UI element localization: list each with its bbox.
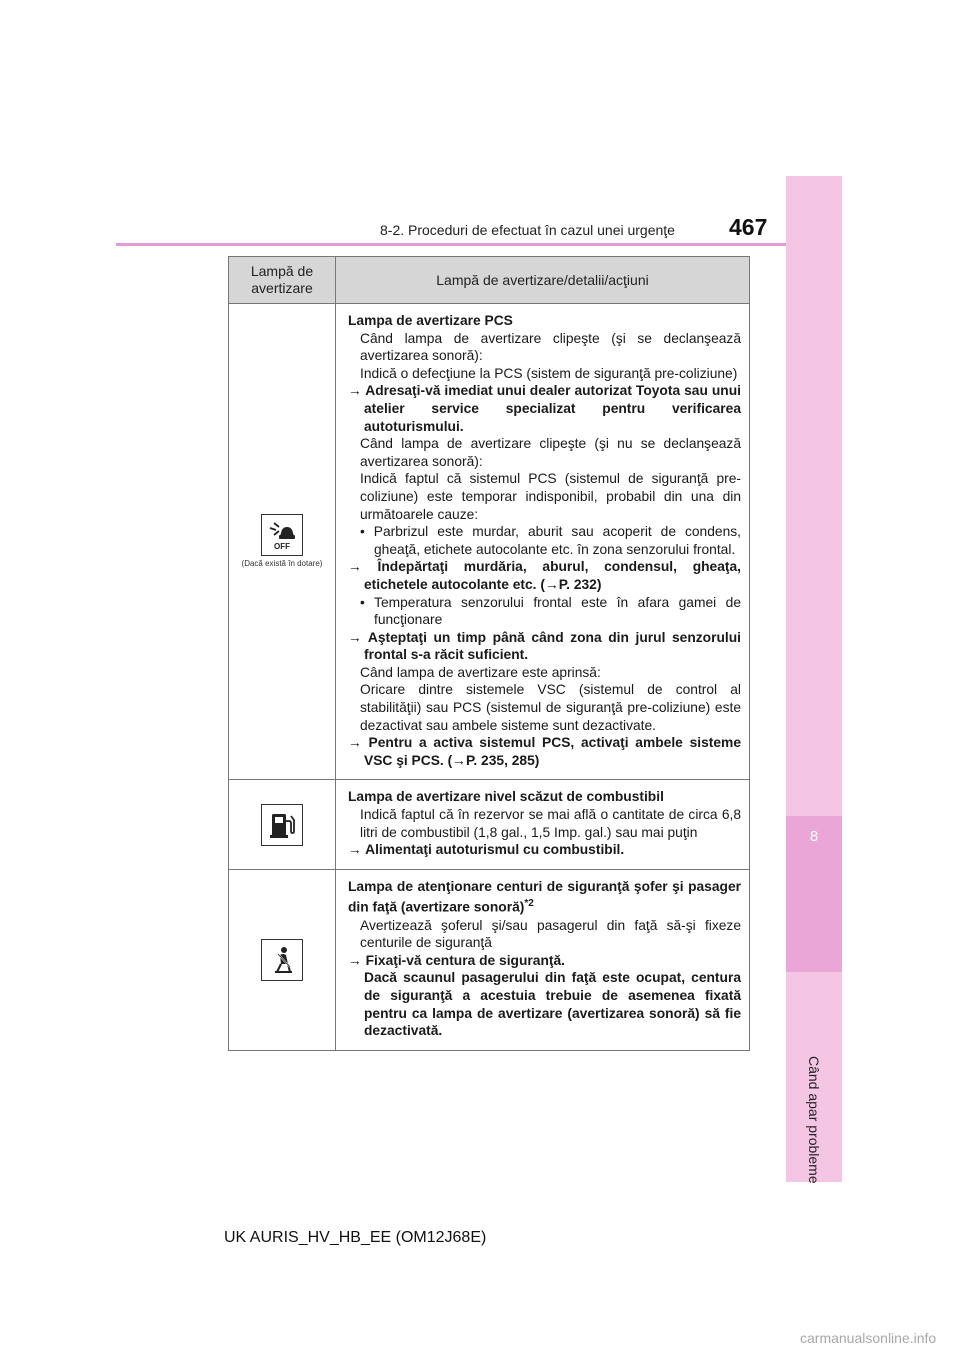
table-header-row bbox=[229, 257, 750, 304]
desc-line: Indică faptul că sistemul PCS (sistemul de siguranţă pre-coliziune) este temporar indisponibil, probabil din una din următoarele cauze: bbox=[360, 471, 741, 522]
chapter-side-tab bbox=[786, 176, 842, 1182]
column-header-details: Lampă de avertizare/detalii/acţiuni bbox=[336, 257, 750, 304]
action-line: Dacă scaunul pasagerului din faţă este ocupat, centura de siguranţă a acestuia trebuie de asemenea fixată pentru ca lampa de avertizare (avertizarea sonoră) să fie dezactivată. bbox=[364, 970, 741, 1039]
chapter-number: 8 bbox=[786, 816, 842, 972]
watermark: carmanualsonline.info bbox=[800, 1330, 937, 1346]
action-line: → Aşteptaţi un timp până când zona din jurul senzorului frontal s-a răcit suficient. bbox=[348, 629, 741, 663]
warning-lamp-table bbox=[228, 256, 750, 1051]
chapter-title: Când apar probleme bbox=[806, 1056, 822, 1184]
header-divider bbox=[116, 243, 786, 246]
lamp-title: Lampa de avertizare nivel scăzut de combustibil bbox=[348, 789, 664, 805]
pcs-off-label: OFF bbox=[274, 542, 290, 552]
action-line: → Îndepărtaţi murdăria, aburul, condensul, gheaţa, etichetele autocolante etc. (→P. 232) bbox=[348, 559, 741, 592]
lamp-title-text: Lampa de atenţionare centuri de siguranţă şofer şi pasager din faţă (avertizare sonoră) bbox=[348, 878, 741, 915]
lamp-cell bbox=[229, 780, 336, 869]
bullet-line: • Temperatura senzorului frontal este în afara gamei de funcţionare bbox=[360, 594, 741, 628]
lamp-cell bbox=[229, 304, 336, 780]
bullet-line: • Parbrizul este murdar, aburit sau acoperit de condens, gheaţă, etichete autocolante etc. în zona senzorului frontal. bbox=[360, 524, 741, 557]
desc-line: Când lampa de avertizare clipeşte (şi nu se declanşează avertizarea sonoră): bbox=[360, 436, 741, 469]
lamp-description bbox=[336, 780, 750, 869]
desc-line: Când lampa de avertizare este aprinsă: bbox=[360, 664, 601, 680]
desc-line: Oricare dintre sistemele VSC (sistemul de control al stabilităţii) sau PCS (sistemul de siguranţă pre-coliziune) este dezactivat sau ambele sisteme sunt dezactivate. bbox=[360, 682, 741, 733]
lamp-description bbox=[336, 869, 750, 1050]
pcs-off-icon bbox=[261, 514, 303, 556]
seatbelt-icon bbox=[261, 939, 303, 981]
equipment-note: (Dacă există în dotare) bbox=[241, 559, 323, 569]
lamp-title: Lampa de avertizare PCS bbox=[348, 313, 513, 328]
lamp-description bbox=[336, 304, 750, 780]
section-title: 8-2. Proceduri de efectuat în cazul unei urgenţe bbox=[380, 222, 675, 238]
desc-line: Când lampa de avertizare clipeşte (şi se declanşează avertizarea sonoră): bbox=[360, 330, 741, 364]
action-line: → Adresaţi-vă imediat unui dealer autorizat Toyota sau unui atelier service specializat pentru verificarea autoturismului. bbox=[348, 383, 741, 434]
action-line: → Pentru a activa sistemul PCS, activaţi ambele sisteme VSC şi PCS. (→P. 235, 285) bbox=[348, 735, 741, 768]
desc-line: Avertizează şoferul şi/sau pasagerul din faţă să-şi fixeze centurile de siguranţă bbox=[360, 917, 741, 951]
desc-line: Indică o defecţiune la PCS (sistem de siguranţă pre-coliziune) bbox=[360, 365, 738, 381]
table-row bbox=[229, 304, 750, 780]
lamp-cell bbox=[229, 869, 336, 1050]
table-row bbox=[229, 780, 750, 869]
column-header-lamp: Lampă de avertizare bbox=[229, 257, 336, 304]
action-line: → Fixaţi-vă centura de siguranţă. bbox=[348, 952, 565, 968]
lamp-title bbox=[348, 878, 741, 917]
page-number: 467 bbox=[729, 214, 768, 240]
model-code-footer: UK AURIS_HV_HB_EE (OM12J68E) bbox=[224, 1229, 487, 1246]
desc-line: Indică faptul că în rezervor se mai află o cantitate de circa 6,8 litri de combustibil (1,8 gal., 1,5 Imp. gal.) sau mai puţin bbox=[360, 807, 741, 840]
fuel-pump-icon bbox=[261, 804, 303, 846]
action-line: → Alimentaţi autoturismul cu combustibil. bbox=[348, 842, 625, 858]
table-row bbox=[229, 869, 750, 1050]
footnote-marker: *2 bbox=[524, 898, 534, 910]
